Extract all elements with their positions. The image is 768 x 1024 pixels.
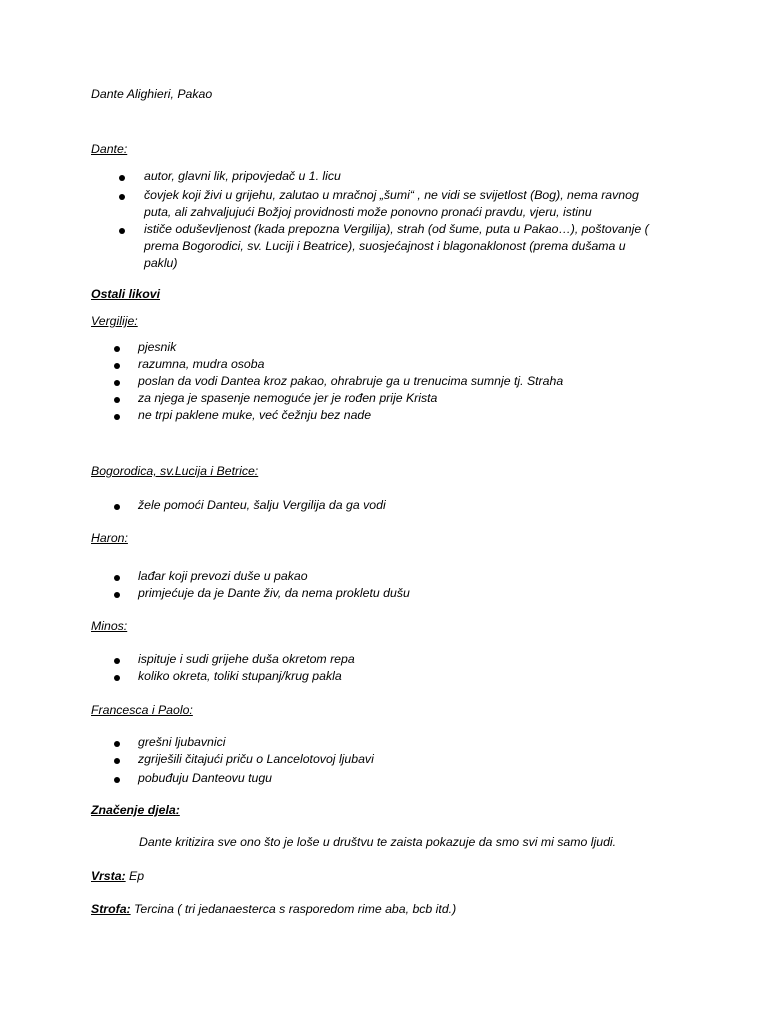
znacenje-paragraph: Dante kritizira sve ono što je loše u društvu te zaista pokazuje da smo svi mi samo ljudi. bbox=[139, 835, 617, 849]
list-item bbox=[91, 497, 386, 514]
list-item-line: čovjek koji živi u grijehu, zalutao u mračnoj „šumi“ , ne vidi se svijetlost (Bog), nema ravnog bbox=[144, 188, 639, 202]
list-item bbox=[91, 187, 649, 221]
bullet-icon bbox=[114, 504, 120, 510]
list-item bbox=[91, 390, 563, 407]
heading-minos: Minos: bbox=[91, 619, 128, 633]
bullet-icon bbox=[114, 380, 120, 386]
list-item bbox=[91, 585, 410, 602]
strofa-label: Strofa: bbox=[91, 902, 131, 916]
list-item-text: poslan da vodi Dantea kroz pakao, ohrabruje ga u trenucima sumnje tj. Straha bbox=[138, 374, 564, 388]
list-item bbox=[91, 751, 374, 768]
bullet-icon bbox=[114, 592, 120, 598]
bullet-icon bbox=[119, 175, 125, 181]
list-minos bbox=[91, 651, 355, 685]
heading-francesca-paolo: Francesca i Paolo: bbox=[91, 703, 193, 717]
list-item-line: prema Bogorodici, sv. Luciji i Beatrice), suosjećajnost i blagonaklonost (prema dušama u bbox=[144, 239, 626, 253]
list-item-text: lađar koji prevozi duše u pakao bbox=[138, 569, 308, 583]
list-item bbox=[91, 356, 563, 373]
list-haron bbox=[91, 568, 410, 602]
strofa-value: Tercina ( tri jedanaesterca s rasporedom rime aba, bcb itd.) bbox=[130, 902, 457, 916]
list-item-line: paklu) bbox=[144, 256, 178, 270]
bullet-icon bbox=[114, 675, 120, 681]
bullet-icon bbox=[114, 363, 120, 369]
heading-dante: Dante: bbox=[91, 142, 128, 156]
bullet-icon bbox=[114, 758, 120, 764]
vrsta-value: Ep bbox=[125, 869, 145, 883]
bullet-icon bbox=[114, 397, 120, 403]
strofa-line bbox=[91, 901, 456, 918]
vrsta-line bbox=[91, 868, 144, 885]
document-title: Dante Alighieri, Pakao bbox=[91, 87, 213, 101]
list-item-text: žele pomoći Danteu, šalju Vergilija da ga vodi bbox=[138, 498, 386, 512]
bullet-icon bbox=[114, 575, 120, 581]
list-item bbox=[91, 668, 355, 685]
list-item-text: ispituje i sudi grijehe duša okretom repa bbox=[138, 652, 355, 666]
list-item bbox=[91, 651, 355, 668]
list-item-line: ističe oduševljenost (kada prepozna Vergilija), strah (od šume, puta u Pakao…), poštovanje ( bbox=[144, 222, 649, 236]
list-item-line: autor, glavni lik, pripovjedač u 1. licu bbox=[144, 169, 341, 183]
list-vergilije bbox=[91, 339, 563, 424]
heading-ostali-likovi: Ostali likovi bbox=[91, 287, 161, 301]
list-item bbox=[91, 339, 563, 356]
bullet-icon bbox=[114, 777, 120, 783]
list-item bbox=[91, 373, 563, 390]
bullet-icon bbox=[114, 658, 120, 664]
list-item bbox=[91, 221, 649, 272]
heading-znacenje-djela: Značenje djela: bbox=[91, 803, 180, 817]
list-bogorodica bbox=[91, 497, 386, 514]
list-item-text: za njega je spasenje nemoguće jer je rođen prije Krista bbox=[138, 391, 438, 405]
heading-bogorodica: Bogorodica, sv.Lucija i Betrice: bbox=[91, 464, 259, 478]
list-item-line: puta, ali zahvaljujući Božjoj providnosti može ponovno pronaći pravdu, vjeru, istinu bbox=[144, 205, 592, 219]
bullet-icon bbox=[114, 346, 120, 352]
list-item-text: zgriješili čitajući priču o Lancelotovoj ljubavi bbox=[138, 752, 374, 766]
list-item-text: ne trpi paklene muke, već čežnju bez nade bbox=[138, 408, 372, 422]
heading-haron: Haron: bbox=[91, 531, 128, 545]
list-item bbox=[91, 770, 374, 787]
list-item-text: koliko okreta, toliki stupanj/krug pakla bbox=[138, 669, 342, 683]
list-item-text: pobuđuju Danteovu tugu bbox=[138, 771, 273, 785]
heading-vergilije: Vergilije: bbox=[91, 314, 138, 328]
list-dante bbox=[91, 168, 649, 272]
bullet-icon bbox=[119, 228, 125, 234]
list-item-text: pjesnik bbox=[138, 340, 177, 354]
list-item bbox=[91, 407, 563, 424]
list-item-text: primjećuje da je Dante živ, da nema prokletu dušu bbox=[138, 586, 410, 600]
list-item bbox=[91, 168, 649, 185]
list-item bbox=[91, 734, 374, 751]
vrsta-label: Vrsta: bbox=[91, 869, 126, 883]
bullet-icon bbox=[119, 194, 125, 200]
list-item-text: razumna, mudra osoba bbox=[138, 357, 265, 371]
list-item bbox=[91, 568, 410, 585]
bullet-icon bbox=[114, 414, 120, 420]
bullet-icon bbox=[114, 741, 120, 747]
list-item-text: grešni ljubavnici bbox=[138, 735, 226, 749]
list-francesca-paolo bbox=[91, 734, 374, 787]
